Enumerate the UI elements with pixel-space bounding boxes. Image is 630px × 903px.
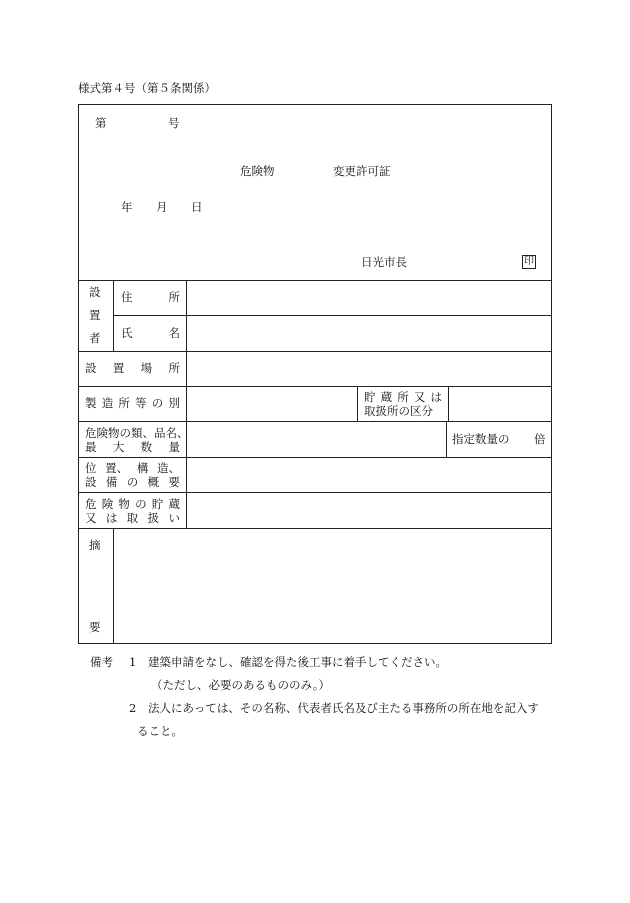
cert-title-left: 危険物	[240, 164, 275, 178]
installer-label-1: 設	[89, 285, 101, 299]
notes-heading: 備考	[90, 655, 113, 669]
divider	[78, 351, 552, 352]
name-label: 氏 名	[121, 326, 180, 340]
installer-label-3: 者	[89, 331, 101, 345]
structure-label-line2: 設 備 の 概 要	[85, 475, 180, 489]
divider	[78, 492, 552, 493]
date-year: 年	[121, 200, 133, 214]
structure-label-line1: 位 置、 構 造、	[85, 461, 180, 475]
divider	[357, 386, 358, 421]
designated-qty-unit: 倍	[534, 432, 546, 446]
date-month: 月	[156, 200, 168, 214]
installer-label-2: 置	[89, 308, 101, 322]
hazmat-label-line2: 最 大 数 量	[85, 440, 180, 454]
divider	[448, 386, 449, 421]
remarks-label-top: 摘	[89, 538, 101, 552]
note-1-number: 1	[129, 655, 137, 669]
divider	[78, 386, 552, 387]
divider	[113, 280, 114, 351]
seal-mark: 印	[524, 256, 534, 267]
storage-method-label-line2: 又 は 取 扱 い	[85, 511, 180, 525]
date-day: 日	[191, 200, 203, 214]
note-1-text: 建築申請をなし、確認を得た後工事に着手してください。	[148, 655, 447, 669]
storage-category-label-line2: 取扱所の区分	[364, 404, 433, 418]
divider	[78, 280, 552, 281]
issuer: 日光市長	[361, 255, 407, 269]
divider	[446, 421, 447, 457]
number-suffix: 号	[168, 116, 180, 130]
note-1-subtext: （ただし、必要のあるもののみ。）	[151, 678, 330, 692]
divider	[78, 421, 552, 422]
divider	[186, 280, 187, 528]
divider	[113, 528, 114, 644]
divider	[78, 457, 552, 458]
facility-type-label: 製 造 所 等 の 別	[85, 396, 180, 410]
cert-title-right: 変更許可証	[333, 164, 391, 178]
number-prefix: 第	[95, 116, 107, 130]
address-label: 住 所	[121, 290, 180, 304]
note-2-continuation: ること。	[137, 724, 183, 738]
note-2-text: 法人にあっては、その名称、代表者氏名及び主たる事務所の所在地を記入す	[148, 701, 539, 715]
hazmat-label-line1: 危険物の類、品名、	[85, 426, 189, 440]
divider	[113, 315, 552, 316]
storage-category-label-line1: 貯 蔵 所 又 は	[364, 390, 442, 404]
divider	[78, 528, 552, 529]
remarks-label-bottom: 要	[89, 620, 101, 634]
storage-method-label-line1: 危 険 物 の 貯 蔵	[85, 497, 180, 511]
location-label: 設 置 場 所	[85, 361, 180, 375]
form-title: 様式第４号（第５条関係）	[78, 81, 216, 95]
note-2-number: 2	[129, 701, 137, 715]
designated-qty-label: 指定数量の	[452, 432, 510, 446]
